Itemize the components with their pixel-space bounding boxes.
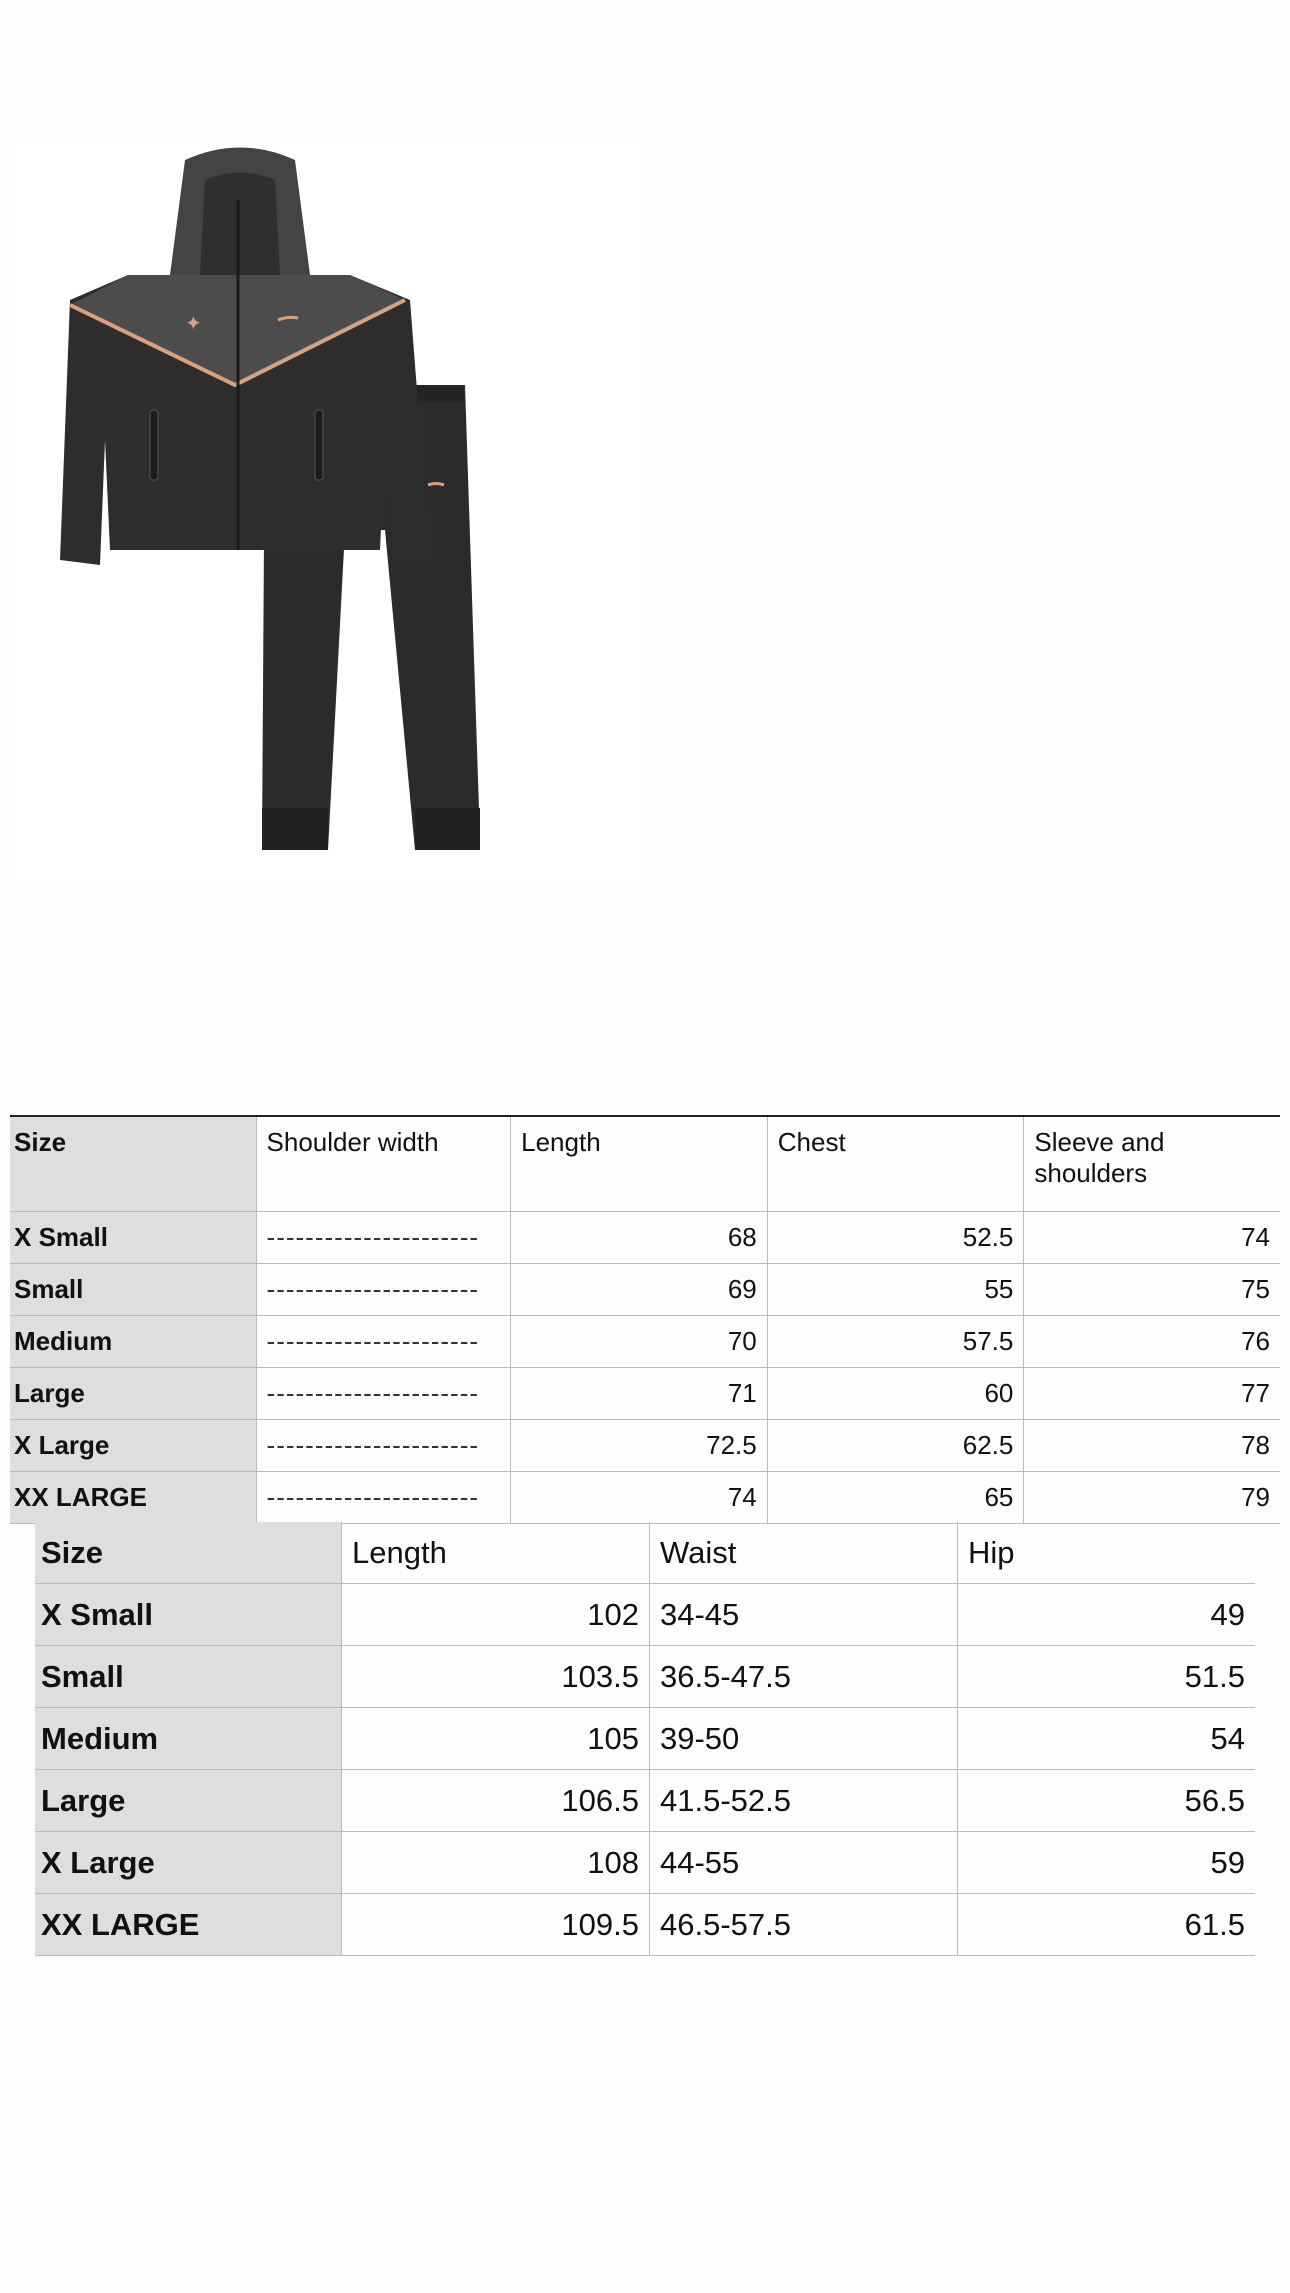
length-value: 68 bbox=[511, 1212, 768, 1264]
table-row bbox=[35, 1770, 1255, 1832]
size-label: Medium bbox=[10, 1316, 256, 1368]
shoulder-value: ---------------------- bbox=[256, 1420, 511, 1472]
sleeve-value: 77 bbox=[1024, 1368, 1280, 1420]
table-row bbox=[35, 1708, 1255, 1770]
shoulder-value: ---------------------- bbox=[256, 1212, 511, 1264]
chest-value: 52.5 bbox=[767, 1212, 1024, 1264]
length-value: 74 bbox=[511, 1472, 768, 1524]
table-row bbox=[35, 1646, 1255, 1708]
header-chest: Chest bbox=[767, 1116, 1024, 1212]
chest-value: 60 bbox=[767, 1368, 1024, 1420]
hip-value: 49 bbox=[958, 1584, 1256, 1646]
chest-value: 65 bbox=[767, 1472, 1024, 1524]
length-value: 108 bbox=[342, 1832, 650, 1894]
shoulder-value: ---------------------- bbox=[256, 1316, 511, 1368]
waist-value: 39-50 bbox=[650, 1708, 958, 1770]
size-label: Medium bbox=[35, 1708, 342, 1770]
hip-value: 51.5 bbox=[958, 1646, 1256, 1708]
hip-value: 54 bbox=[958, 1708, 1256, 1770]
header-shoulder-width: Shoulder width bbox=[256, 1116, 511, 1212]
waist-value: 34-45 bbox=[650, 1584, 958, 1646]
size-label: XX LARGE bbox=[10, 1472, 256, 1524]
size-label: Small bbox=[10, 1264, 256, 1316]
waist-value: 41.5-52.5 bbox=[650, 1770, 958, 1832]
header-length: Length bbox=[511, 1116, 768, 1212]
length-value: 103.5 bbox=[342, 1646, 650, 1708]
table-row bbox=[35, 1832, 1255, 1894]
length-value: 106.5 bbox=[342, 1770, 650, 1832]
sleeve-value: 75 bbox=[1024, 1264, 1280, 1316]
header-hip: Hip bbox=[958, 1522, 1256, 1584]
tracksuit-illustration bbox=[10, 140, 640, 880]
size-label: X Large bbox=[10, 1420, 256, 1472]
size-label: X Small bbox=[35, 1584, 342, 1646]
header-sleeve-and-shoulders: Sleeve and shoulders bbox=[1024, 1116, 1280, 1212]
header-waist: Waist bbox=[650, 1522, 958, 1584]
length-value: 71 bbox=[511, 1368, 768, 1420]
bottom-size-table bbox=[35, 1522, 1255, 1956]
chest-value: 57.5 bbox=[767, 1316, 1024, 1368]
hip-value: 56.5 bbox=[958, 1770, 1256, 1832]
svg-text:✦: ✦ bbox=[185, 311, 202, 335]
chest-value: 55 bbox=[767, 1264, 1024, 1316]
shoulder-value: ---------------------- bbox=[256, 1264, 511, 1316]
top-size-table bbox=[10, 1115, 1280, 1524]
header-size: Size bbox=[10, 1116, 256, 1212]
table-header-row bbox=[35, 1522, 1255, 1584]
table-row bbox=[10, 1368, 1280, 1420]
size-label: XX LARGE bbox=[35, 1894, 342, 1956]
table-header-row bbox=[10, 1116, 1280, 1212]
product-image bbox=[10, 140, 640, 880]
table-row bbox=[35, 1894, 1255, 1956]
table-row bbox=[10, 1420, 1280, 1472]
sleeve-value: 76 bbox=[1024, 1316, 1280, 1368]
shoulder-value: ---------------------- bbox=[256, 1472, 511, 1524]
waist-value: 46.5-57.5 bbox=[650, 1894, 958, 1956]
table-row bbox=[35, 1584, 1255, 1646]
table-row bbox=[10, 1212, 1280, 1264]
hip-value: 61.5 bbox=[958, 1894, 1256, 1956]
length-value: 69 bbox=[511, 1264, 768, 1316]
hoodie bbox=[60, 148, 430, 566]
hip-value: 59 bbox=[958, 1832, 1256, 1894]
chest-value: 62.5 bbox=[767, 1420, 1024, 1472]
header-size: Size bbox=[35, 1522, 342, 1584]
header-length: Length bbox=[342, 1522, 650, 1584]
table-row bbox=[10, 1264, 1280, 1316]
length-value: 102 bbox=[342, 1584, 650, 1646]
length-value: 109.5 bbox=[342, 1894, 650, 1956]
size-label: Large bbox=[35, 1770, 342, 1832]
length-value: 72.5 bbox=[511, 1420, 768, 1472]
waist-value: 36.5-47.5 bbox=[650, 1646, 958, 1708]
sleeve-value: 78 bbox=[1024, 1420, 1280, 1472]
size-label: Small bbox=[35, 1646, 342, 1708]
waist-value: 44-55 bbox=[650, 1832, 958, 1894]
table-row bbox=[10, 1316, 1280, 1368]
shoulder-value: ---------------------- bbox=[256, 1368, 511, 1420]
table-row bbox=[10, 1472, 1280, 1524]
length-value: 70 bbox=[511, 1316, 768, 1368]
size-label: X Small bbox=[10, 1212, 256, 1264]
length-value: 105 bbox=[342, 1708, 650, 1770]
sleeve-value: 74 bbox=[1024, 1212, 1280, 1264]
size-label: X Large bbox=[35, 1832, 342, 1894]
sleeve-value: 79 bbox=[1024, 1472, 1280, 1524]
size-label: Large bbox=[10, 1368, 256, 1420]
